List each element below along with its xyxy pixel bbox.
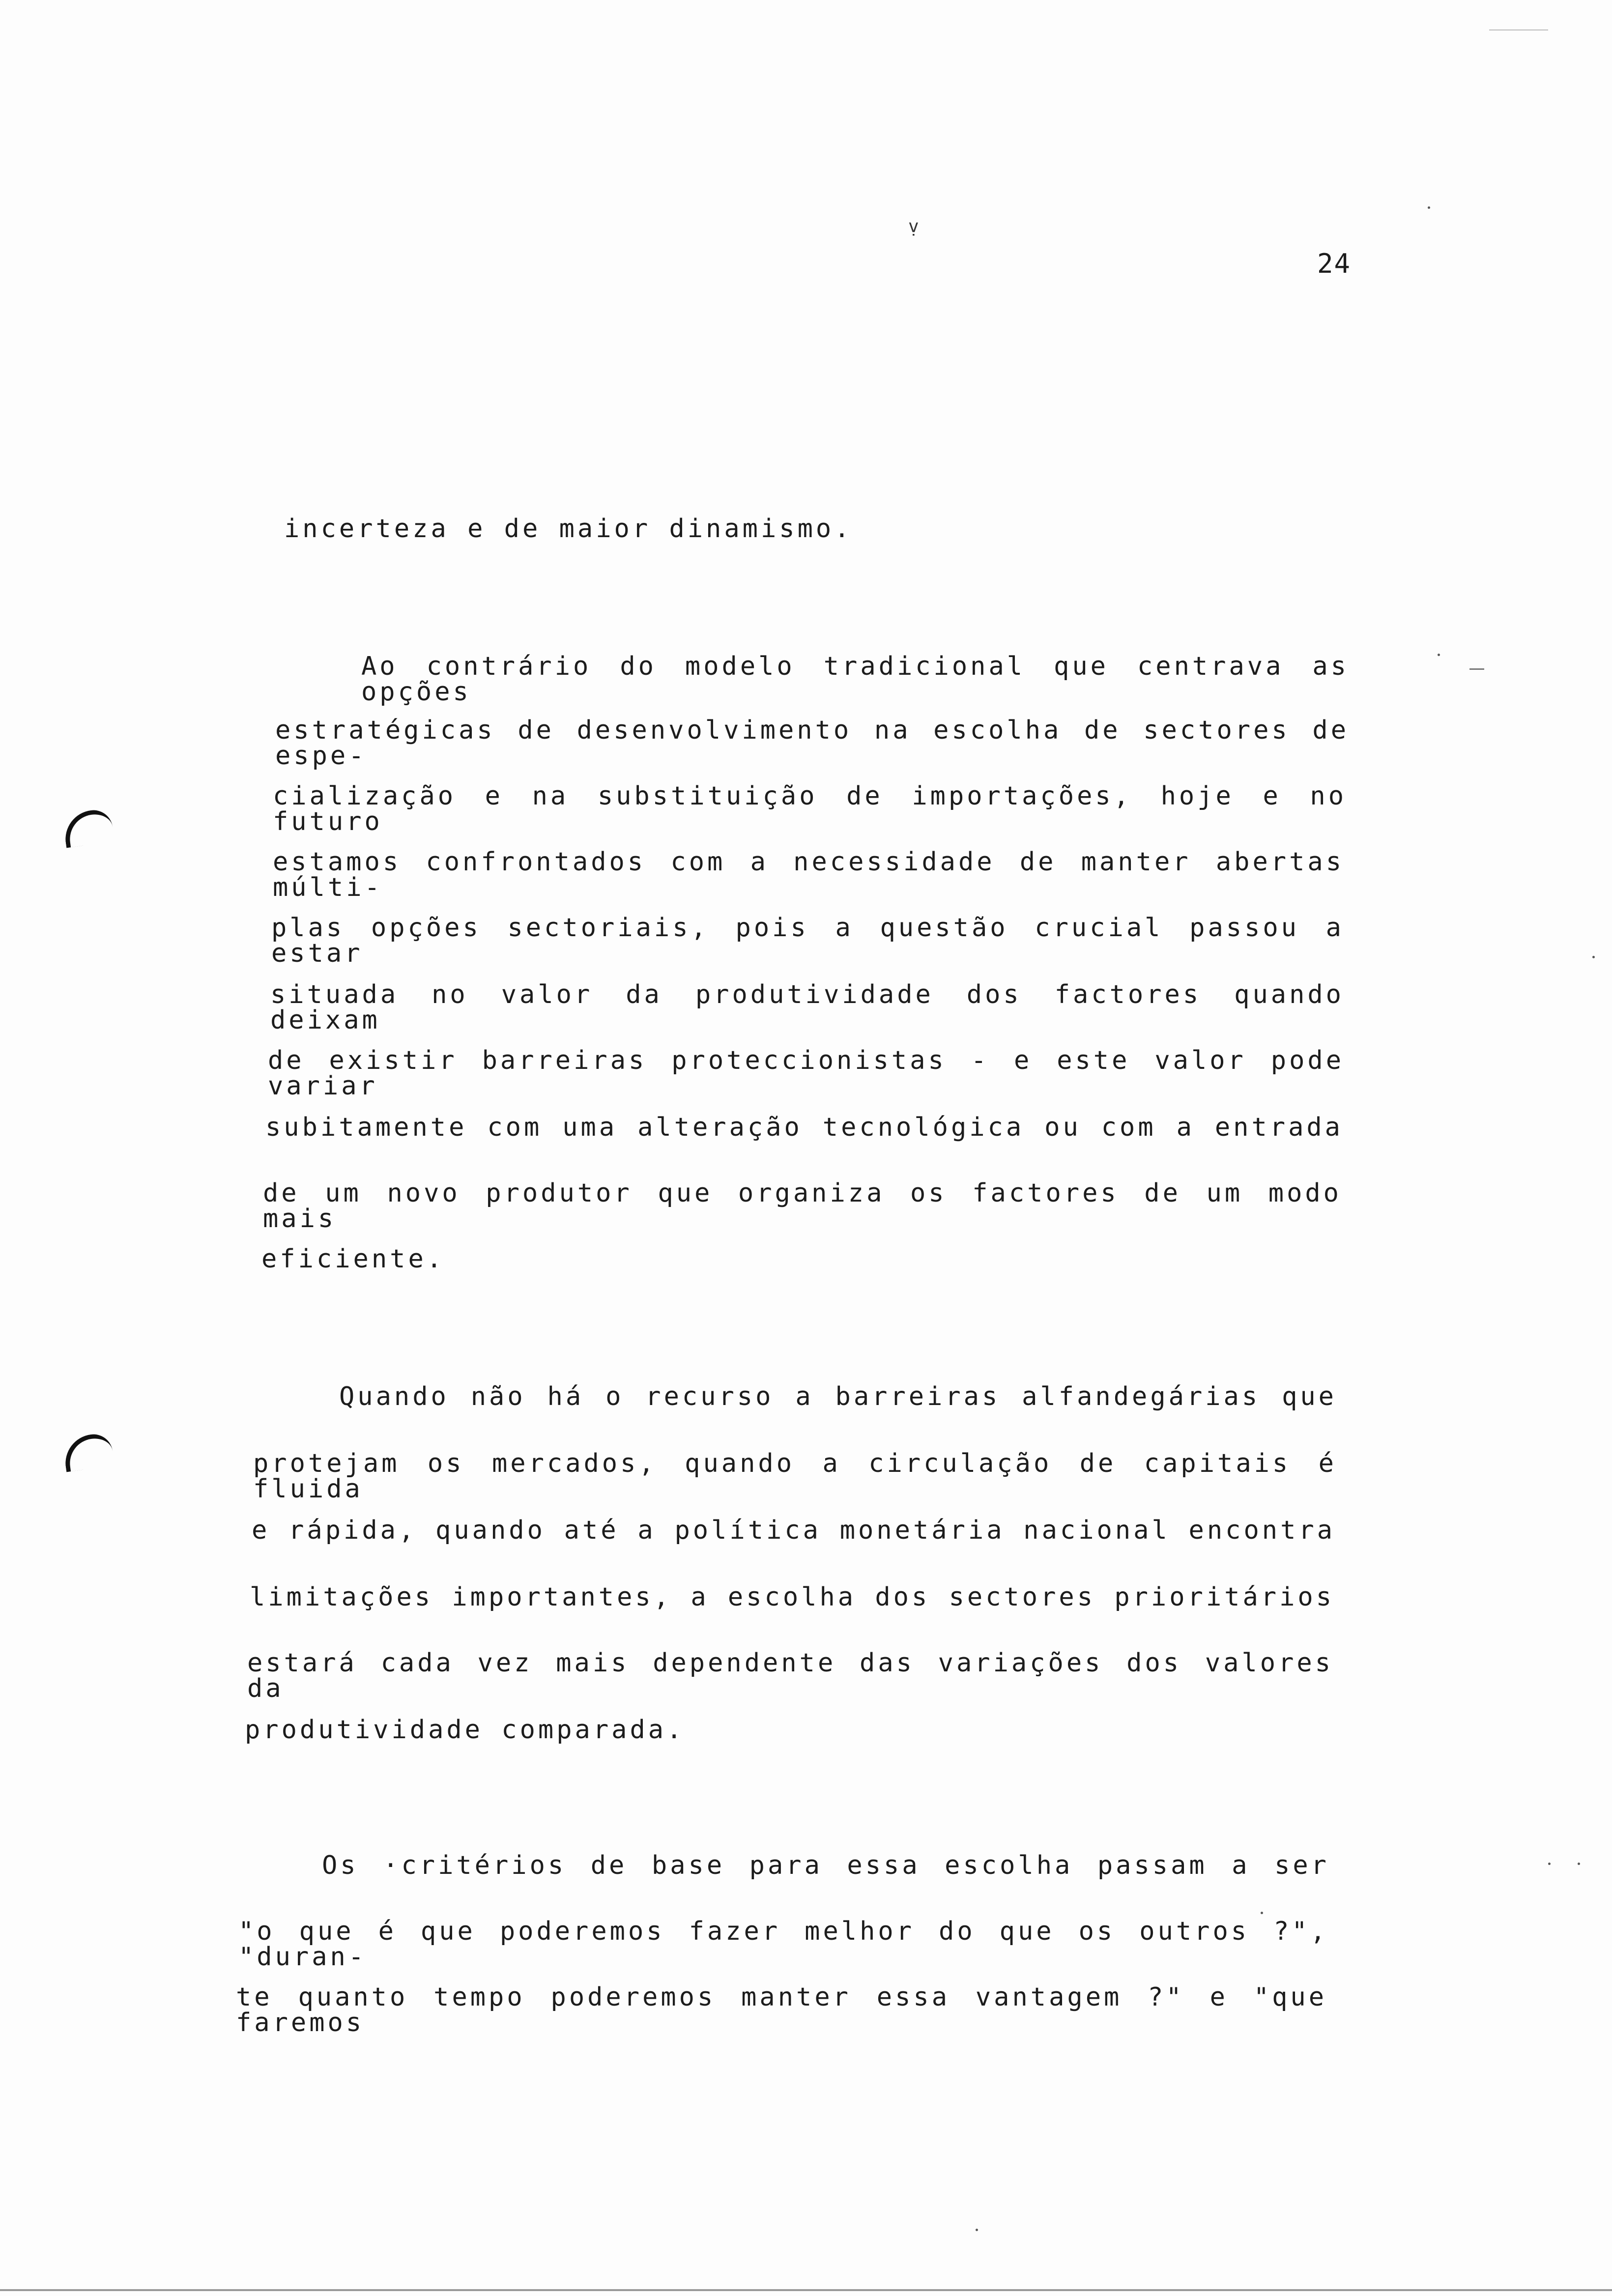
scan-speck: [1592, 956, 1595, 958]
text-line: estará cada vez mais dependente das variações dos valores da: [247, 1648, 1333, 1703]
scan-speck: [1428, 206, 1430, 209]
text-line: produtividade comparada.: [245, 1715, 685, 1745]
punch-hole-mark: [62, 1432, 115, 1472]
scan-speck: [1489, 29, 1548, 30]
punch-hole-mark: [62, 807, 115, 848]
scan-speck: [1469, 668, 1484, 670]
text-line: Quando não há o recurso a barreiras alfandegárias que: [339, 1382, 1337, 1411]
text-line: incerteza e de maior dinamismo.: [284, 514, 853, 544]
text-line: cialização e na substituição de importações, hoje e no futuro: [273, 781, 1347, 836]
text-line: te quanto tempo poderemos manter essa vantagem ?" e "que faremos: [236, 1982, 1327, 2038]
text-line: subitamente com uma alteração tecnológica ou com a entrada: [265, 1113, 1343, 1142]
text-line: e rápida, quando até a política monetária nacional encontra: [252, 1516, 1335, 1545]
text-line: de um novo produtor que organiza os factores de um modo mais: [263, 1178, 1342, 1234]
scan-speck: [1578, 1863, 1580, 1865]
text-line: eficiente.: [261, 1244, 445, 1274]
text-line: de existir barreiras proteccionistas - e este valor pode variar: [268, 1046, 1344, 1101]
scan-mark: ṿ: [908, 216, 919, 236]
scan-speck: [1438, 654, 1440, 656]
text-line: estratégicas de desenvolvimento na escolha de sectores de espe-: [275, 716, 1349, 771]
scan-speck: [976, 2229, 978, 2231]
text-line: situada no valor da produtividade dos factores quando deixam: [270, 980, 1344, 1035]
scan-speck: [1261, 1912, 1263, 1914]
text-line: Os ·critérios de base para essa escolha passam a ser: [322, 1851, 1329, 1880]
page-number: 24: [1317, 248, 1352, 279]
text-line: limitações importantes, a escolha dos sectores prioritários: [250, 1582, 1334, 1612]
text-line: "o que é que poderemos fazer melhor do que os outros ?", "duran-: [238, 1917, 1328, 1972]
page-edge: [0, 2289, 1612, 2291]
scan-speck: [1548, 1863, 1551, 1865]
text-line: Ao contrário do modelo tradicional que centrava as opções: [361, 652, 1349, 707]
text-line: plas opções sectoriais, pois a questão crucial passou a estar: [271, 913, 1344, 968]
text-line: protejam os mercados, quando a circulação de capitais é fluida: [253, 1449, 1337, 1504]
text-line: estamos confrontados com a necessidade de manter abertas múlti-: [273, 847, 1344, 902]
